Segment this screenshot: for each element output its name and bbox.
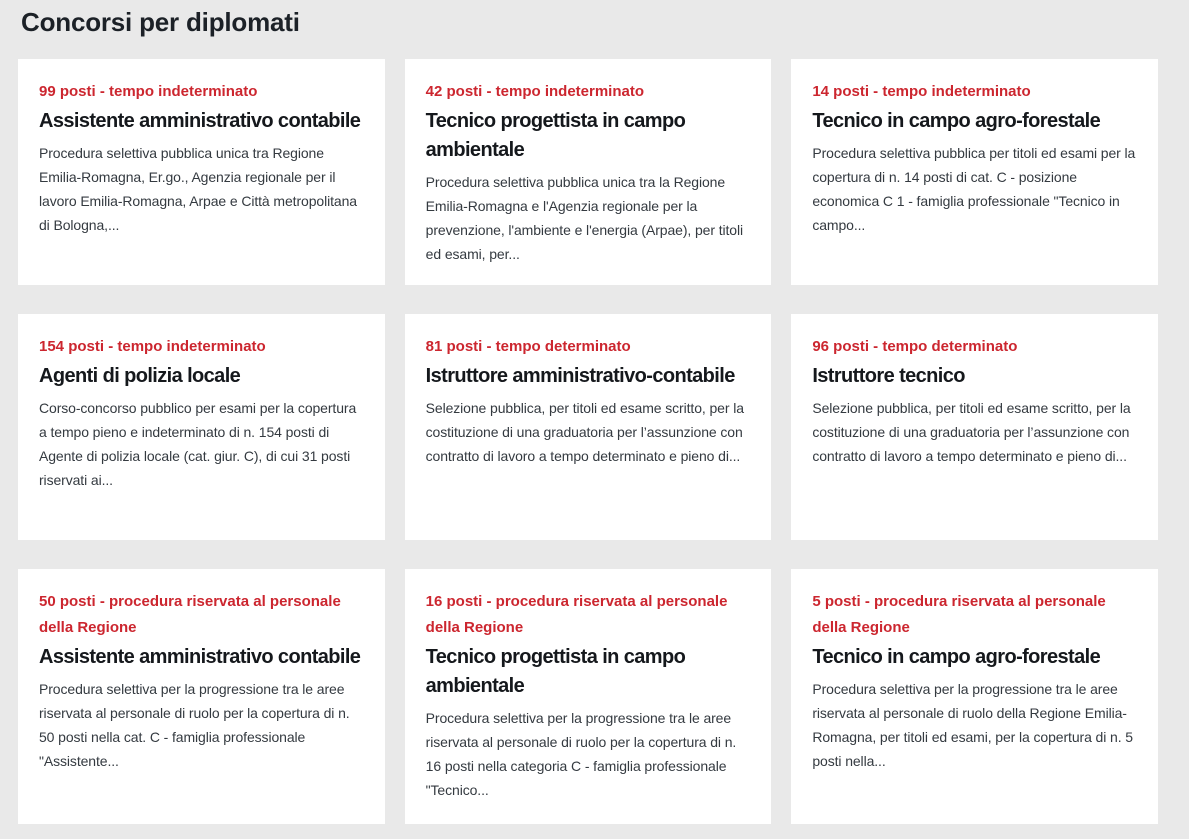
card-title: Tecnico in campo agro-forestale [812, 110, 1101, 132]
card-posti-badge: 96 posti - tempo determinato [812, 338, 1018, 355]
concorso-card[interactable] [18, 59, 385, 285]
card-posti-badge: 50 posti - procedura riservata al personale della Regione [39, 593, 341, 636]
concorso-card[interactable] [405, 569, 772, 824]
card-description: Procedura selettiva per la progressione tra le aree riservata al personale di ruolo per la copertura di n. 16 posti nella categoria C - famiglia professionale "Tecnico... [425, 710, 737, 798]
card-description: Selezione pubblica, per titoli ed esame scritto, per la costituzione di una graduatoria per l’assunzione con contratto di lavoro a tempo determinato e pieno di... [812, 400, 1131, 464]
card-posti-badge: 81 posti - tempo determinato [425, 338, 631, 355]
concorso-card[interactable] [791, 314, 1158, 540]
card-title: Tecnico progettista in campo ambientale [425, 110, 686, 161]
card-description: Procedura selettiva pubblica per titoli ed esami per la copertura di n. 14 posti di cat. C - posizione economica C 1 - famiglia professionale "Tecnico in campo... [812, 145, 1136, 233]
card-title: Assistente amministrativo contabile [39, 110, 361, 132]
page-title: Concorsi per diplomati [21, 7, 300, 37]
concorso-card[interactable] [791, 569, 1158, 824]
card-description: Procedura selettiva per la progressione tra le aree riservata al personale di ruolo della Regione Emilia-Romagna, per titoli ed esami, per la copertura di n. 5 posti nella... [812, 681, 1133, 769]
card-title: Tecnico in campo agro-forestale [812, 646, 1101, 668]
cards-grid [18, 59, 1158, 824]
card-description: Procedura selettiva pubblica unica tra la Regione Emilia-Romagna e l'Agenzia regionale per la prevenzione, l'ambiente e l'energia (Arpae), per titoli ed esami, per... [425, 174, 744, 262]
card-description: Corso-concorso pubblico per esami per la copertura a tempo pieno e indeterminato di n. 154 posti di Agente di polizia locale (cat. giur. C), di cui 31 posti riservati ai... [39, 400, 357, 488]
card-title: Tecnico progettista in campo ambientale [425, 646, 686, 697]
card-posti-badge: 14 posti - tempo indeterminato [812, 83, 1031, 100]
card-posti-badge: 5 posti - procedura riservata al personale della Regione [812, 593, 1106, 636]
concorso-card[interactable] [405, 314, 772, 540]
card-posti-badge: 154 posti - tempo indeterminato [39, 338, 266, 355]
concorso-card[interactable] [18, 569, 385, 824]
page-header [0, 0, 1189, 59]
card-title: Assistente amministrativo contabile [39, 646, 361, 668]
concorso-card[interactable] [18, 314, 385, 540]
card-title: Istruttore tecnico [812, 365, 965, 387]
card-title: Istruttore amministrativo-contabile [425, 365, 735, 387]
card-description: Procedura selettiva pubblica unica tra Regione Emilia-Romagna, Er.go., Agenzia regionale per il lavoro Emilia-Romagna, Arpae e Città metropolitana di Bologna,... [39, 145, 357, 233]
card-posti-badge: 99 posti - tempo indeterminato [39, 83, 258, 100]
card-posti-badge: 42 posti - tempo indeterminato [425, 83, 645, 100]
card-posti-badge: 16 posti - procedura riservata al personale della Regione [425, 593, 728, 636]
card-description: Procedura selettiva per la progressione tra le aree riservata al personale di ruolo per la copertura di n. 50 posti nella cat. C - famiglia professionale "Assistente... [39, 681, 350, 769]
card-description: Selezione pubblica, per titoli ed esame scritto, per la costituzione di una graduatoria per l’assunzione con contratto di lavoro a tempo determinato e pieno di... [425, 400, 744, 464]
concorso-card[interactable] [405, 59, 772, 285]
card-title: Agenti di polizia locale [39, 365, 241, 387]
concorso-card[interactable] [791, 59, 1158, 285]
